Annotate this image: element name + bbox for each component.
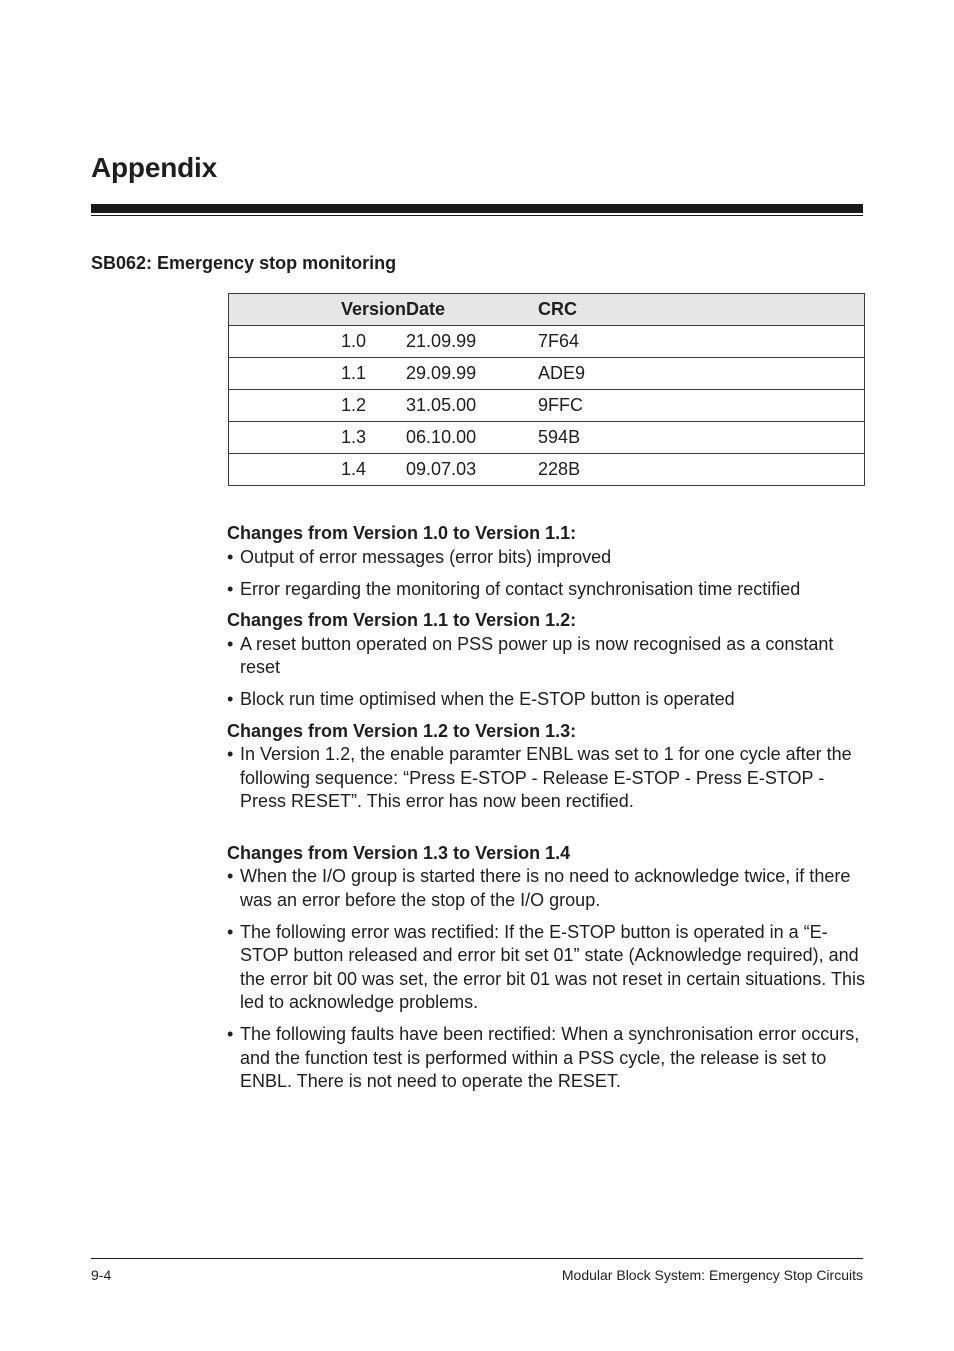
- change-item: • Error regarding the monitoring of contact synchronisation time rectified: [227, 578, 867, 602]
- section-title: SB062: Emergency stop monitoring: [91, 253, 397, 273]
- change-list: [227, 865, 867, 1094]
- version-cell: 1.2: [229, 390, 407, 422]
- change-log: [227, 522, 867, 1102]
- version-cell: 1.0: [229, 326, 407, 358]
- date-cell: 09.07.03: [406, 459, 477, 479]
- crc-cell: 9FFC: [538, 390, 864, 422]
- document-title: Modular Block System: Emergency Stop Circuits: [561, 1267, 863, 1283]
- column-header-crc: CRC: [538, 294, 864, 326]
- change-item: • The following error was rectified: If the E-STOP button is operated in a “E-STOP button released and error bit set 01” state (Acknowledge required), and the error bit 00 was set, the error bit 01 was not reset in certain situations. This led to acknowledge problems.: [227, 921, 867, 1015]
- table-row: [229, 326, 865, 358]
- change-item: • The following faults have been rectified: When a synchronisation error occurs, and the function test is performed within a PSS cycle, the release is set to ENBL. There is not need to operate the RESET.: [227, 1023, 867, 1094]
- version-cell: 1.4: [341, 459, 367, 479]
- change-heading: Changes from Version 1.3 to Version 1.4: [227, 842, 571, 863]
- crc-cell: ADE9: [538, 358, 864, 390]
- change-item: • When the I/O group is started there is no need to acknowledge twice, if there was an error before the stop of the I/O group.: [227, 865, 867, 912]
- change-item: • Block run time optimised when the E-STOP button is operated: [227, 688, 867, 712]
- table-header-row: [229, 294, 865, 326]
- change-list: [227, 743, 867, 814]
- table-row: [229, 422, 865, 454]
- table-row: [229, 390, 865, 422]
- page-number: 9-4: [91, 1267, 112, 1283]
- footer-divider: [91, 1258, 863, 1259]
- column-header-date: Date: [406, 294, 538, 326]
- change-item: • A reset button operated on PSS power up is now recognised as a constant reset: [227, 633, 867, 680]
- date-cell: 21.09.99: [406, 326, 538, 358]
- date-cell: 06.10.00: [406, 422, 538, 454]
- title-divider: [91, 204, 863, 213]
- change-block-v1-4: [227, 842, 867, 1094]
- title-divider-thin: [91, 215, 863, 216]
- change-block-v1-1: [227, 522, 867, 601]
- change-heading: Changes from Version 1.0 to Version 1.1:: [227, 523, 577, 543]
- version-cell: 1.1: [229, 358, 407, 390]
- change-heading: Changes from Version 1.2 to Version 1.3:: [227, 720, 577, 741]
- change-list: [227, 546, 867, 602]
- change-item: • Output of error messages (error bits) improved: [227, 546, 867, 570]
- table-row: [229, 358, 865, 390]
- date-cell: 31.05.00: [406, 390, 538, 422]
- change-block-v1-2: [227, 609, 867, 712]
- column-header-version: Version: [229, 294, 407, 326]
- date-cell: 29.09.99: [406, 358, 538, 390]
- change-list: [227, 633, 867, 712]
- crc-cell: 228B: [538, 459, 581, 479]
- page-title: Appendix: [91, 152, 217, 183]
- change-item: • In Version 1.2, the enable paramter ENBL was set to 1 for one cycle after the following sequence: “Press E-STOP - Release E-STOP - Press E-STOP - Press RESET”. This error has now been rectified.: [227, 743, 867, 814]
- crc-cell: 7F64: [538, 326, 864, 358]
- version-cell: 1.3: [229, 422, 407, 454]
- crc-cell: 594B: [538, 422, 864, 454]
- change-block-v1-3: [227, 720, 867, 814]
- change-heading: Changes from Version 1.1 to Version 1.2:: [227, 610, 577, 630]
- version-table: [228, 293, 865, 486]
- table-row: [229, 454, 865, 486]
